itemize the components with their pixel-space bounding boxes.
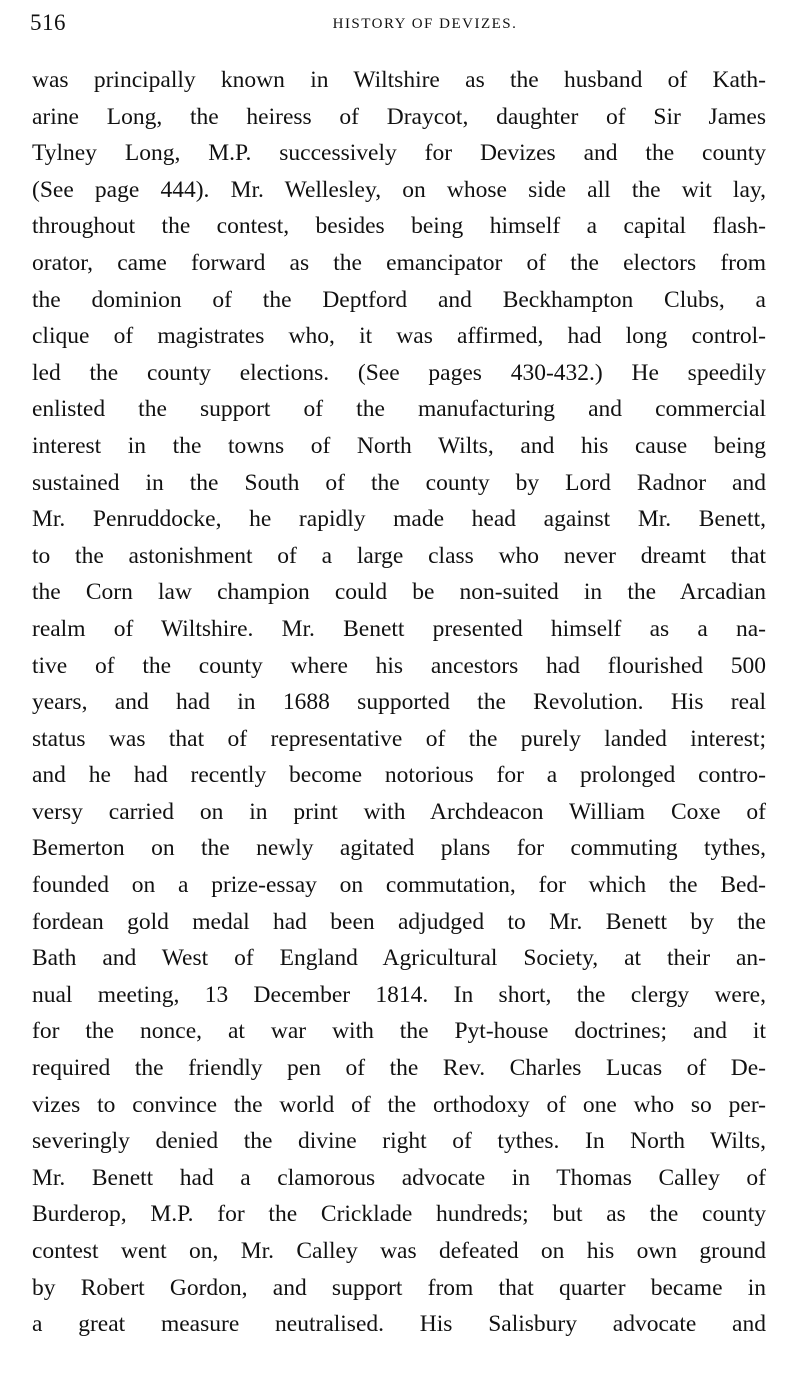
text-line: enlisted the support of the manufacturing and commercial <box>32 396 766 423</box>
text-line: vizes to convince the world of the orthodoxy of one who so per- <box>32 1091 766 1118</box>
text-line: to the astonishment of a large class who never dreamt that <box>32 542 766 569</box>
page-number: 516 <box>30 10 66 35</box>
text-line: required the friendly pen of the Rev. Charles Lucas of De- <box>32 1055 766 1082</box>
text-line: founded on a prize-essay on commutation, for which the Bed- <box>32 872 766 899</box>
text-line: interest in the towns of North Wilts, and his cause being <box>32 432 766 459</box>
page-header <box>30 10 770 44</box>
text-line: the dominion of the Deptford and Beckhampton Clubs, a <box>32 286 766 313</box>
text-line: Bath and West of England Agricultural Society, at their an- <box>32 945 766 972</box>
text-line: Burderop, M.P. for the Cricklade hundreds; but as the county <box>32 1201 766 1228</box>
text-line: tive of the county where his ancestors had flourished 500 <box>32 652 766 679</box>
text-line: contest went on, Mr. Calley was defeated on his own ground <box>32 1238 766 1264</box>
running-head: HISTORY OF DEVIZES. <box>332 16 518 32</box>
text-line: Mr. Benett had a clamorous advocate in Thomas Calley of <box>32 1164 766 1191</box>
text-line: nual meeting, 13 December 1814. In short, the clergy were, <box>32 981 766 1008</box>
text-line: orator, came forward as the emancipator of the electors from <box>32 249 766 276</box>
text-line: sustained in the South of the county by Lord Radnor and <box>32 469 766 496</box>
text-line: a great measure neutralised. His Salisbury advocate and <box>32 1311 766 1338</box>
text-line: severingly denied the divine right of tythes. In North Wilts, <box>32 1128 766 1155</box>
text-line: by Robert Gordon, and support from that quarter became in <box>32 1274 766 1301</box>
text-line: clique of magistrates who, it was affirmed, had long control- <box>32 323 766 350</box>
text-line: Bemerton on the newly agitated plans for commuting tythes, <box>32 835 766 862</box>
text-line: led the county elections. (See pages 430-432.) He speedily <box>32 359 766 386</box>
text-line: realm of Wiltshire. Mr. Benett presented himself as a na- <box>32 615 766 642</box>
text-line: (See page 444). Mr. Wellesley, on whose side all the wit lay, <box>32 176 766 203</box>
text-line: the Corn law champion could be non-suited in the Arcadian <box>32 579 766 606</box>
text-line: fordean gold medal had been adjudged to Mr. Benett by the <box>32 908 766 935</box>
text-line: Mr. Penruddocke, he rapidly made head against Mr. Benett, <box>32 506 766 533</box>
text-line: versy carried on in print with Archdeacon William Coxe of <box>32 798 766 825</box>
text-line: years, and had in 1688 supported the Revolution. His real <box>32 689 766 716</box>
text-line: arine Long, the heiress of Draycot, daughter of Sir James <box>32 103 766 130</box>
text-line: throughout the contest, besides being himself a capital flash- <box>32 213 766 240</box>
text-line: for the nonce, at war with the Pyt-house doctrines; and it <box>32 1018 766 1045</box>
text-line: was principally known in Wiltshire as the husband of Kath- <box>32 67 766 93</box>
text-line: Tylney Long, M.P. successively for Devizes and the county <box>32 140 766 167</box>
text-line: status was that of representative of the purely landed interest; <box>32 725 766 752</box>
text-line: and he had recently become notorious for a prolonged contro- <box>32 762 766 789</box>
body-text <box>32 62 766 1343</box>
